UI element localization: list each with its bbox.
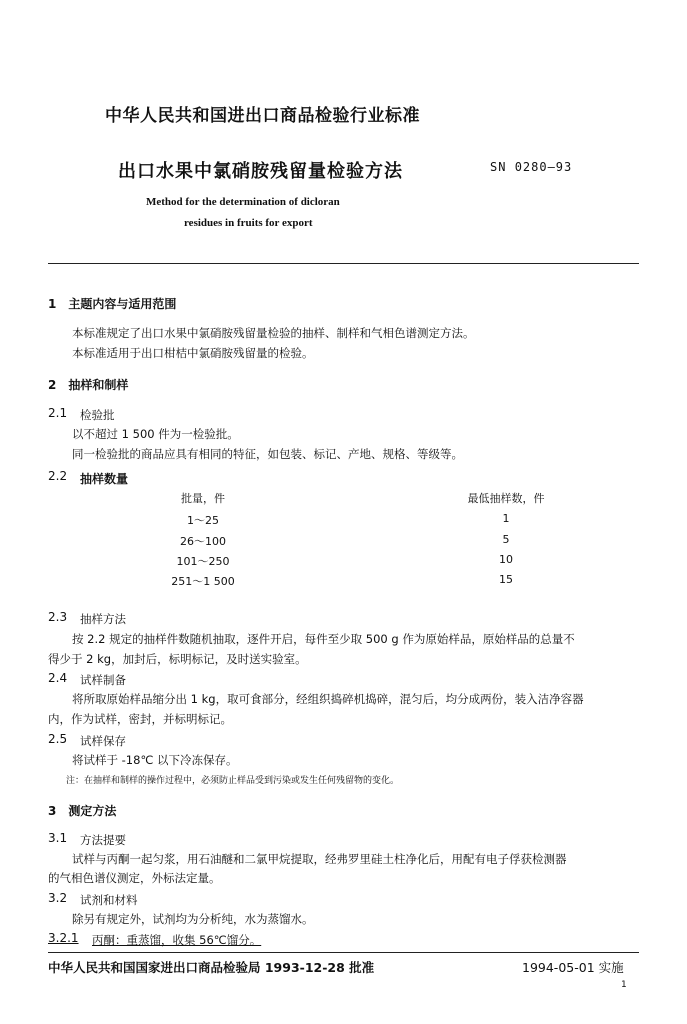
section-3-2-1-number: 3.2.1 [48, 931, 79, 945]
header-divider [48, 263, 639, 264]
section-2-4-title: 试样制备 [80, 673, 126, 687]
effective-date: 1994-05-01 实施 [522, 960, 624, 975]
section-2-1-line2: 同一检验批的商品应具有相同的特征，如包装、标记、产地、规格、等级等。 [72, 447, 463, 461]
section-2-4-line2: 内，作为试样，密封，并标明标记。 [48, 712, 232, 726]
table-cell-batch: 26～100 [180, 535, 226, 548]
table-cell-samples: 5 [502, 533, 510, 546]
section-3-1-line1: 试样与丙酮一起匀浆，用石油醚和二氯甲烷提取，经弗罗里硅土柱净化后，用配有电子俘获检测器 [72, 852, 567, 866]
table-cell-batch: 101～250 [176, 555, 230, 568]
section-3-2-title: 试剂和材料 [80, 893, 138, 907]
section-3-1-line2: 的气相色谱仪测定，外标法定量。 [48, 871, 221, 885]
section-2-1-number: 2.1 [48, 406, 68, 420]
table-cell-samples: 1 [502, 512, 510, 525]
section-3-2-number: 3.2 [48, 891, 68, 905]
section-1-heading: 1 主题内容与适用范围 [48, 297, 177, 311]
table-header-min-samples: 最低抽样数，件 [467, 492, 545, 505]
footer-divider [48, 952, 639, 953]
section-2-3-title: 抽样方法 [80, 612, 126, 626]
table-header-batch: 批量，件 [181, 492, 225, 505]
section-3-2-1-text: 丙酮：重蒸馏，收集 56℃馏分。 [92, 933, 262, 947]
section-1-para1: 本标准规定了出口水果中氯硝胺残留量检验的抽样、制样和气相色谱测定方法。 [72, 326, 475, 340]
table-cell-batch: 1～25 [187, 514, 219, 527]
document-title: 出口水果中氯硝胺残留量检验方法 [118, 161, 403, 182]
section-2-3-line1: 按 2.2 规定的抽样件数随机抽取，逐件开启，每件至少取 500 g 作为原始样品，原始样品的总量不 [72, 632, 575, 646]
section-2-3-line2: 得少于 2 kg，加封后，标明标记，及时送实验室。 [48, 652, 307, 666]
section-3-1-title: 方法提要 [80, 833, 126, 847]
code-number: 0280—93 [514, 160, 573, 174]
section-2-5-number: 2.5 [48, 732, 68, 746]
section-1-para2: 本标准适用于出口柑桔中氯硝胺残留量的检验。 [72, 346, 314, 360]
section-2-5-title: 试样保存 [80, 734, 126, 748]
table-cell-samples: 15 [499, 573, 513, 586]
table-cell-batch: 251～1 500 [171, 575, 235, 588]
section-2-1-line1: 以不超过 1 500 件为一检验批。 [72, 427, 239, 441]
section-2-1-title: 检验批 [80, 408, 115, 422]
issuer-approval: 中华人民共和国国家进出口商品检验局 1993-12-28 批准 [48, 960, 375, 975]
standard-category: 中华人民共和国进出口商品检验行业标准 [105, 106, 420, 126]
section-2-note: 注：在抽样和制样的操作过程中，必须防止样品受到污染或发生任何残留物的变化。 [66, 776, 400, 786]
section-3-2-line1: 除另有规定外，试剂均为分析纯，水为蒸馏水。 [72, 912, 314, 926]
section-2-2-number: 2.2 [48, 469, 68, 483]
code-prefix: SN [490, 160, 507, 174]
section-2-4-line1: 将所取原始样品缩分出 1 kg，取可食部分，经组织捣碎机捣碎，混匀后，均分成两份，装入洁净容器 [72, 692, 584, 706]
section-2-3-number: 2.3 [48, 610, 68, 624]
section-2-heading: 2 抽样和制样 [48, 378, 129, 392]
english-title-line1: Method for the determination of dicloran [146, 196, 340, 208]
section-2-4-number: 2.4 [48, 671, 68, 685]
page-number: 1 [621, 980, 627, 990]
section-3-1-number: 3.1 [48, 831, 68, 845]
english-title-line2: residues in fruits for export [184, 217, 313, 229]
section-2-5-line1: 将试样于 -18℃ 以下冷冻保存。 [72, 753, 238, 767]
section-3-heading: 3 测定方法 [48, 804, 117, 818]
standard-code [490, 160, 572, 174]
section-2-2-title: 抽样数量 [80, 472, 129, 486]
table-cell-samples: 10 [499, 553, 513, 566]
